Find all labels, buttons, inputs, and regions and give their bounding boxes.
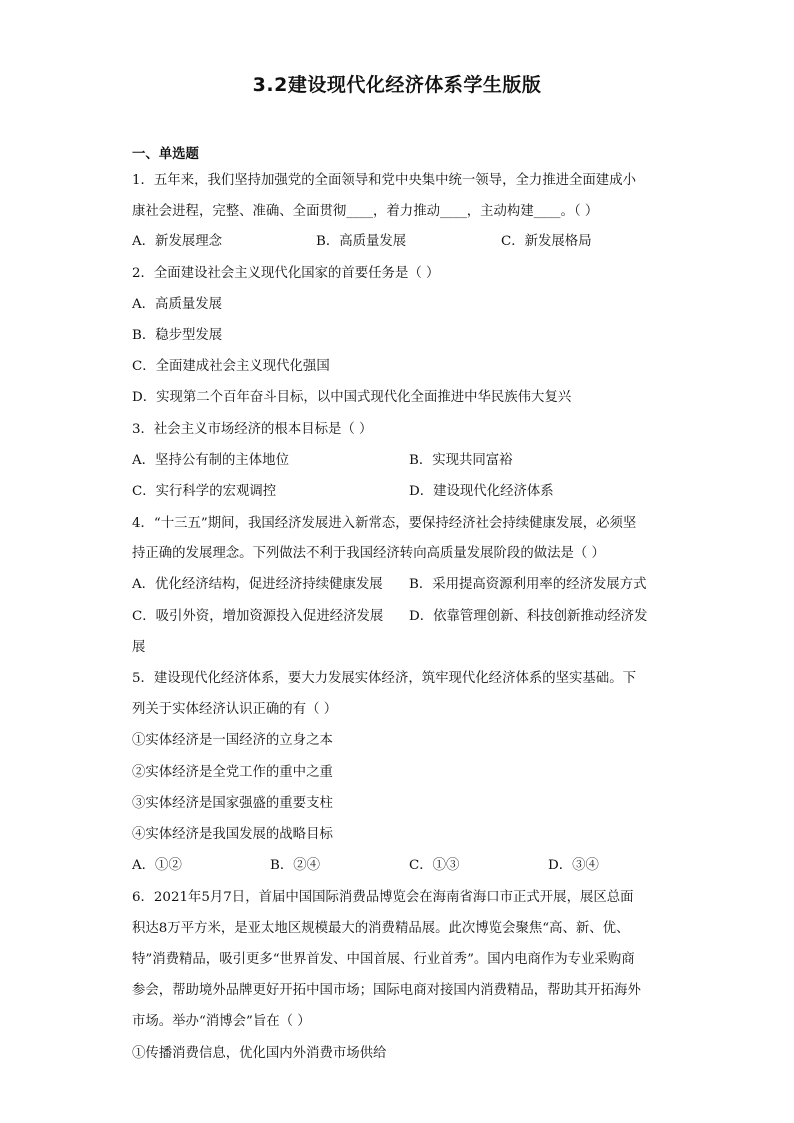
q4-stem-line-2: 持正确的发展理念。下列做法不利于我国经济转向高质量发展阶段的做法是（ ） — [132, 546, 605, 561]
q1-option-c[interactable]: C．新发展格局 — [501, 234, 592, 249]
q1-option-a[interactable]: A．新发展理念 — [132, 234, 223, 249]
section-heading: 一、单选题 — [132, 147, 199, 162]
q4-option-d-continued: 展 — [132, 640, 146, 655]
q5-option-a[interactable]: A．①② — [132, 858, 182, 873]
q5-statement-4: ④实体经济是我国发展的战略目标 — [132, 827, 333, 842]
q3-option-c[interactable]: C．实行科学的宏观调控 — [132, 484, 277, 499]
q2-stem: 2．全面建设社会主义现代化国家的首要任务是（ ） — [132, 266, 440, 281]
q4-stem-line-1: 4．“十三五”期间，我国经济发展进入新常态，要保持经济社会持续健康发展，必须坚 — [132, 516, 637, 531]
q5-stem-line-2: 列关于实体经济认识正确的有（ ） — [132, 702, 338, 717]
q1-option-b[interactable]: B．高质量发展 — [316, 234, 407, 249]
q6-stem-line-1: 6．2021年5月7日，首届中国国际消费品博览会在海南省海口市正式开展，展区总面 — [132, 890, 634, 905]
q6-statement-1: ①传播消费信息，优化国内外消费市场供给 — [132, 1046, 387, 1061]
q3-option-b[interactable]: B．实现共同富裕 — [409, 453, 513, 468]
q3-option-a[interactable]: A．坚持公有制的主体地位 — [132, 453, 289, 468]
q2-option-b[interactable]: B．稳步型发展 — [132, 328, 223, 343]
q2-option-c[interactable]: C．全面建成社会主义现代化强国 — [132, 359, 330, 374]
q4-option-d[interactable]: D．依靠管理创新、科技创新推动经济发 — [409, 609, 648, 624]
q6-stem-line-3: 特”消费精品，吸引更多“世界首发、中国首展、行业首秀”。国内电商作为专业采购商 — [132, 952, 635, 967]
q5-statement-3: ③实体经济是国家强盛的重要支柱 — [132, 796, 333, 811]
q3-stem: 3．社会主义市场经济的根本目标是（ ） — [132, 422, 373, 437]
q5-statement-1: ①实体经济是一国经济的立身之本 — [132, 733, 333, 748]
q6-stem-line-5: 市场。举办“消博会”旨在（ ） — [132, 1014, 311, 1029]
page-title: 3.2建设现代化经济体系学生版版 — [252, 74, 542, 96]
q5-stem-line-1: 5．建设现代化经济体系，要大力发展实体经济，筑牢现代化经济体系的坚实基础。下 — [132, 671, 636, 686]
q5-option-b[interactable]: B．②④ — [270, 858, 321, 873]
q5-statement-2: ②实体经济是全党工作的重中之重 — [132, 765, 333, 780]
q4-option-c[interactable]: C．吸引外资，增加资源投入促进经济发展 — [132, 609, 384, 624]
q1-stem-line-1: 1．五年来，我们坚持加强党的全面领导和党中央集中统一领导，全力推进全面建成小 — [132, 173, 636, 188]
q3-option-d[interactable]: D．建设现代化经济体系 — [409, 484, 554, 499]
q4-option-b[interactable]: B．采用提高资源利用率的经济发展方式 — [409, 577, 647, 592]
q5-option-c[interactable]: C．①③ — [409, 858, 460, 873]
q2-option-d[interactable]: D．实现第二个百年奋斗目标，以中国式现代化全面推进中华民族伟大复兴 — [132, 390, 572, 405]
q1-stem-line-2: 康社会进程，完整、准确、全面贯彻____，着力推动____，主动构建____。（ ） — [132, 204, 599, 219]
q6-stem-line-2: 积达8万平方米，是亚太地区规模最大的消费精品展。此次博览会聚焦“高、新、优、 — [132, 921, 630, 936]
q2-option-a[interactable]: A．高质量发展 — [132, 297, 223, 312]
q6-stem-line-4: 参会，帮助境外品牌更好开拓中国市场；国际电商对接国内消费精品，帮助其开拓海外 — [132, 983, 641, 998]
q5-option-d[interactable]: D．③④ — [548, 858, 599, 873]
q4-option-a[interactable]: A．优化经济结构，促进经济持续健康发展 — [132, 577, 383, 592]
